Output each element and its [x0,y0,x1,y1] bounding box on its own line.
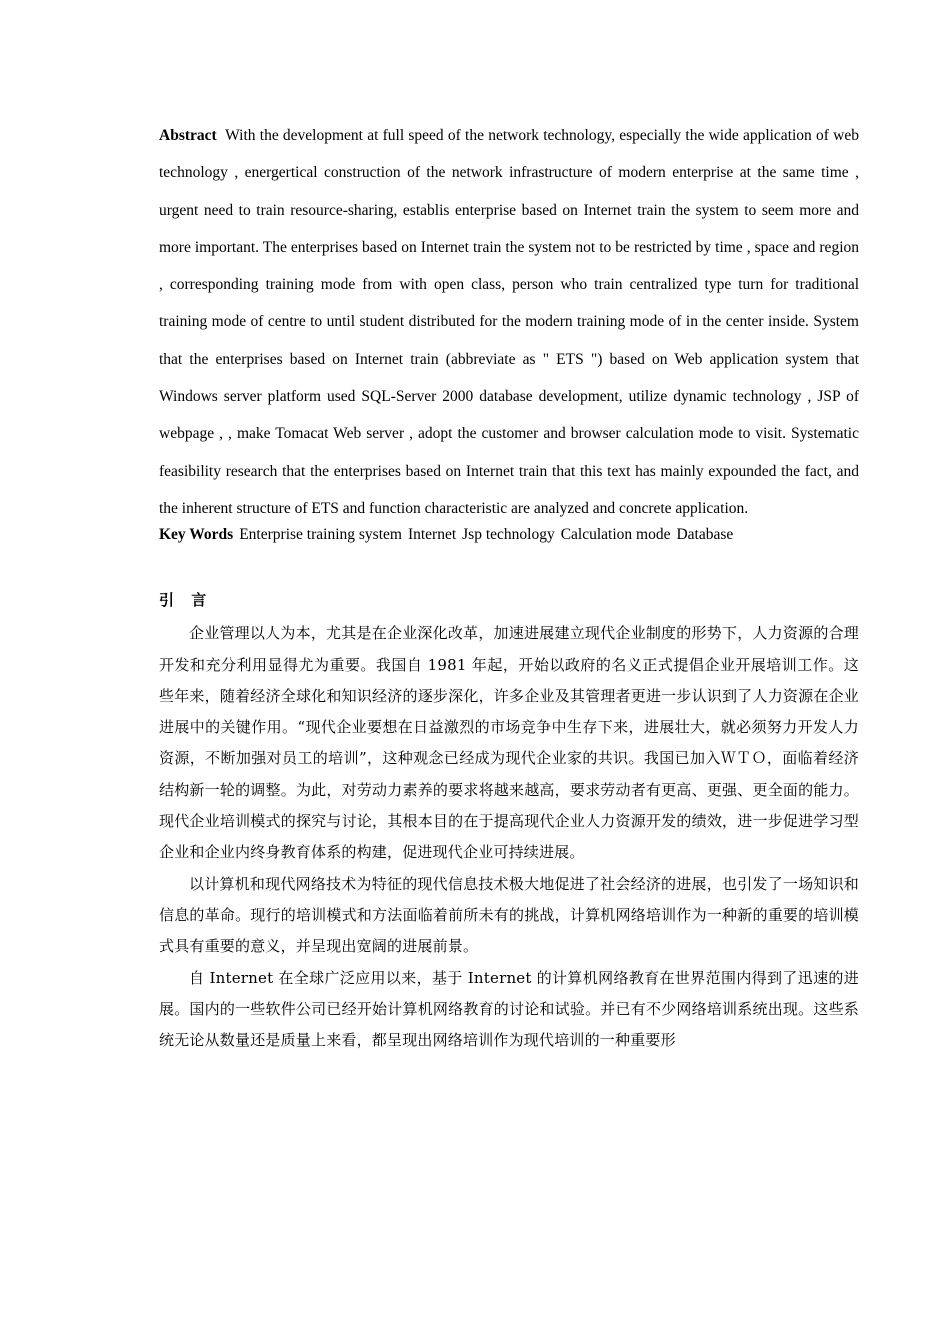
abstract-label: Abstract [159,127,217,144]
document-page [159,117,859,1056]
keyword-item: Jsp technology [462,526,555,544]
keyword-item: Internet [407,526,457,544]
introduction-paragraph: 企业管理以人为本，尤其是在企业深化改革，加速进展建立现代企业制度的形势下，人力资源的合理开发和充分利用显得尤为重要。我国自 1981 年起，开始以政府的名义正式提倡企业开展培训工作。这些年来，随着经济全球化和知识经济的逐步深化，许多企业及其管理者更进一步认识到了人力资源在企业进展中的关键作用。“现代企业要想在日益激烈的市场竞争中生存下来，进展壮大，就必须努力开发人力资源，不断加强对员工的培训”，这种观念已经成为现代企业家的共识。我国已加入ＷＴＯ，面临着经济结构新一轮的调整。为此，对劳动力素养的要求将越来越高，要求劳动者有更高、更强、更全面的能力。现代企业培训模式的探究与讨论，其根本目的在于提高现代企业人力资源开发的绩效，进一步促进学习型企业和企业内终身教育体系的构建，促进现代企业可持续进展。 [159,624,859,862]
introduction-paragraph: 自 Internet 在全球广泛应用以来，基于 Internet 的计算机网络教育在世界范围内得到了迅速的进展。国内的一些软件公司已经开始计算机网络教育的讨论和试验。并已有不少网络培训系统出现。这些系统无论从数量还是质量上来看，都呈现出网络培训作为现代培训的一种重要形 [159,968,859,1050]
keywords-line [159,523,859,547]
abstract-text: With the development at full speed of the network technology, especially the wide application of web technology , energertical construction of the network infrastructure of modern enterprise at the same time , urgent need to train resource-sharing, establis enterprise based on Internet train the system to seem more and more important. The enterprises based on Internet train the system not to be restricted by time , space and region , corresponding training mode from with open class, person who train centralized type turn for traditional training mode of centre to until student distributed for the modern training mode of in the center inside. System that the enterprises based on Internet train (abbreviate as " ETS ") based on Web application system that Windows server platform used SQL-Server 2000 database development, utilize dynamic technology , JSP of webpage , , make Tomacat Web server , adopt the customer and browser calculation mode to visit. Systematic feasibility research that the enterprises based on Internet train that this text has mainly expounded the fact, and the inherent structure of ETS and function characteristic are analyzed and concrete application. [159,127,859,517]
introduction-heading: 引 言 [159,591,213,610]
introduction-paragraph: 以计算机和现代网络技术为特征的现代信息技术极大地促进了社会经济的进展，也引发了一场知识和信息的革命。现行的培训模式和方法面临着前所未有的挑战，计算机网络培训作为一种新的重要的培训模式具有重要的意义，并呈现出宽阔的进展前景。 [159,874,859,956]
abstract-paragraph [159,117,859,527]
keywords-label: Key Words [159,526,234,544]
keyword-item: Calculation mode [560,526,671,544]
keyword-item: Enterprise training system [239,526,402,544]
keyword-item: Database [676,526,734,544]
